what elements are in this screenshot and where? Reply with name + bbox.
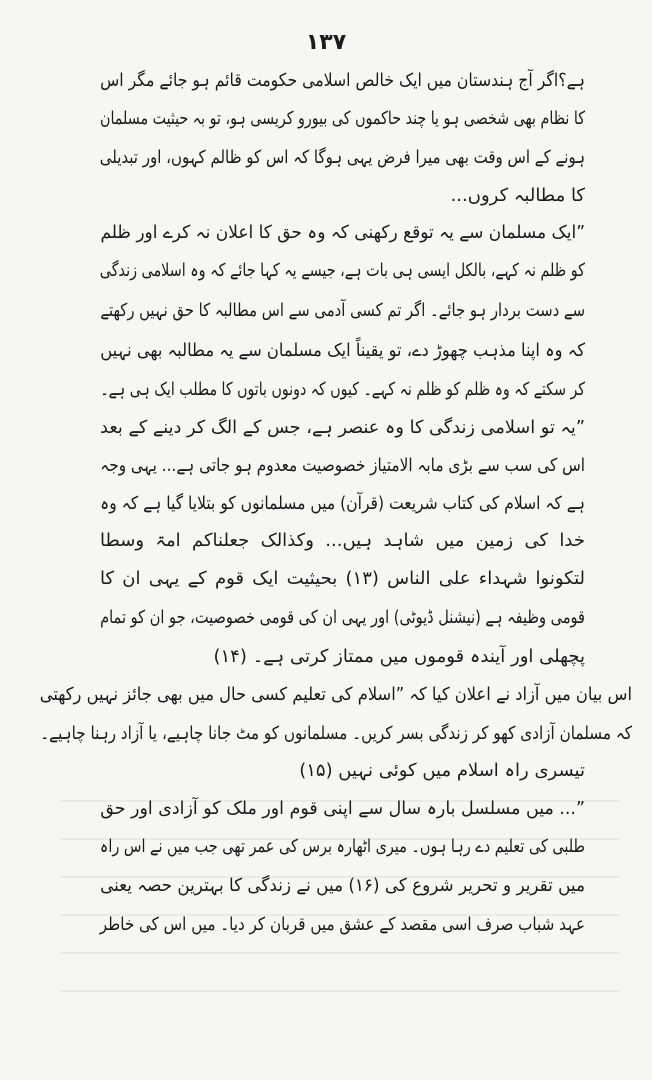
text-line: کا مطالبہ کروں... [450,185,585,206]
text-line: لتکونوا شہداء علی الناس (۱۳) بحیثیت ایک قوم کے یہی ان کا [100,568,585,589]
text-line: کہ مسلمان آزادی کھو کر زندگی بسر کریں۔ مسلمانوں کو مٹ جانا چاہیے، یا آزاد رہنا چاہیے۔ [40,723,632,744]
text-line: ”ایک مسلمان سے یہ توقع رکھنی کہ وہ حق کا اعلان نہ کرے اور ظلم [100,222,585,243]
text-line: ”یہ تو اسلامی زندگی کا وہ عنصر ہے، جس کے الگ کر دینے کے بعد [100,417,585,438]
text-line: میں تقریر و تحریر شروع کی (۱۶) میں نے زندگی کا بہترین حصہ یعنی [100,875,585,896]
text-line: کا نظام بھی شخصی ہو یا چند حاکموں کی بیورو کریسی ہو، تو بہ حیثیت مسلمان [99,108,585,129]
text-line: ہونے کے اس وقت بھی میرا فرض یہی ہوگا کہ اس کو ظالم کہوں، اور تبدیلی [99,147,585,168]
text-line: اس بیان میں آزاد نے اعلان کیا کہ ”اسلام کی تعلیم کسی حال میں بھی جائز نہیں رکھتی [39,684,633,705]
text-line: کر سکتے کہ وہ ظلم کو ظلم نہ کہے۔ کیوں کہ دونوں باتوں کا مطلب ایک ہی ہے۔ [100,379,586,400]
text-line: طلبی کی تعلیم دے رہا ہوں۔ میری اٹھارہ برس کی عمر تھی جب میں نے اس راہ [99,836,586,857]
text-line: ”... میں مسلسل بارہ سال سے اپنی قوم اور ملک کو آزادی اور حق [100,798,586,819]
text-line: اس کی سب سے بڑی مابہ الامتیاز خصوصیت معدوم ہو جاتی ہے... یہی وجہ [100,455,586,476]
page-number: ۱۳۷ [305,30,347,55]
text-line: عہد شباب صرف اسی مقصد کے عشق میں قربان کر دیا۔ میں اس کی خاطر [99,914,585,935]
text-line: خدا کی زمین میں شاہد ہیں... وکذالک جعلناکم امۃ وسطا [100,530,585,551]
text-line: ہے؟اگر آج ہندستان میں ایک خالص اسلامی حکومت قائم ہو جائے مگر اس [100,70,585,91]
text-line: پچھلی اور آیندہ قوموں میں ممتاز کرتی ہے۔ (۱۴) [213,646,585,667]
text-line: سے دست بردار ہو جائے۔ اگر تم کسی آدمی سے اس مطالبہ کا حق نہیں رکھتے [100,300,586,321]
text-line: کو ظلم نہ کہے، بالکل ایسی ہی بات ہے، جیسے یہ کہا جائے کہ وہ اسلامی زندگی [99,260,585,281]
text-line: تیسری راہ اسلام میں کوئی نہیں (۱۵) [299,760,585,781]
text-line: قومی وظیفہ ہے (نیشنل ڈیوٹی) اور یہی ان کی قومی خصوصیت، جو ان کو تمام [100,607,586,628]
text-line: ہے کہ اسلام کی کتاب شریعت (قرآن) میں مسلمانوں کو بتلایا گیا ہے کہ وہ [100,493,585,514]
text-line: کہ وہ اپنا مذہب چھوڑ دے، تو یقیناً ایک مسلمان سے یہ مطالبہ بھی نہیں [100,340,585,361]
